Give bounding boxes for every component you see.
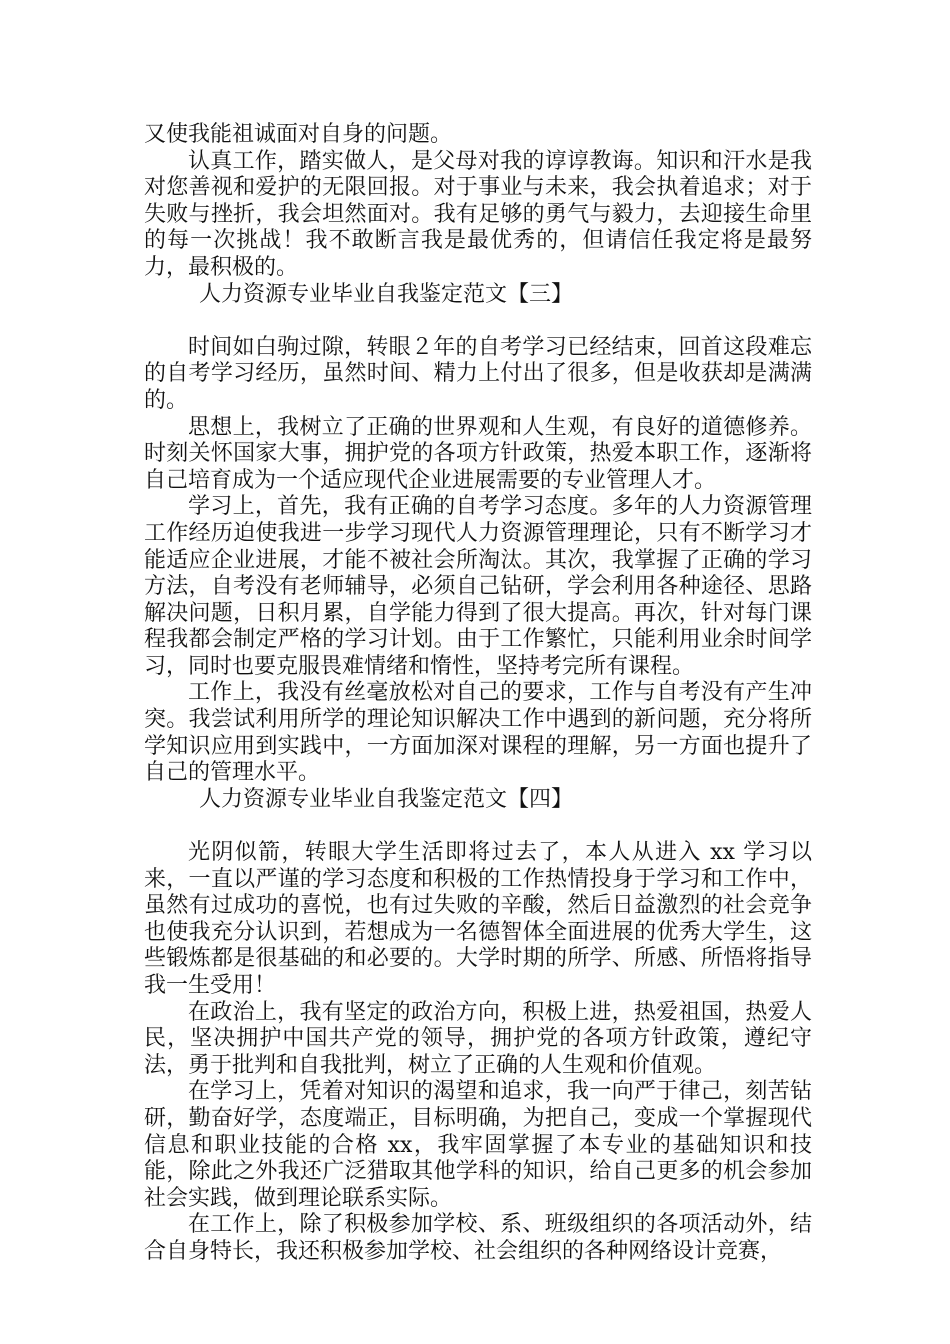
- paragraph: 在政治上，我有坚定的政治方向，积极上进，热爱祖国，热爱人民，坚决拥护中国共产党的领导，拥护党的各项方针政策，遵纪守法，勇于批判和自我批判，树立了正确的人生观和价值观。: [144, 999, 812, 1078]
- paragraph: 工作上，我没有丝毫放松对自己的要求，工作与自考没有产生冲突。我尝试利用所学的理论知识解决工作中遇到的新问题，充分将所学知识应用到实践中，一方面加深对课程的理解，另一方面也提升了自己的管理水平。: [144, 680, 812, 786]
- paragraph: 光阴似箭，转眼大学生活即将过去了，本人从进入 xx 学习以来，一直以严谨的学习态度和积极的工作热情投身于学习和工作中，虽然有过成功的喜悦，也有过失败的辛酸，然后日益激烈的社会竞争也使我充分认识到，若想成为一名德智体全面进展的优秀大学生，这些锻炼都是很基础的和必要的。大学时期的所学、所感、所悟将指导我一生受用！: [144, 840, 812, 998]
- paragraph: 时间如白驹过隙，转眼２年的自考学习已经结束，回首这段难忘的自考学习经历，虽然时间、精力上付出了很多，但是收获却是满满的。: [144, 334, 812, 413]
- document-page: [144, 122, 812, 1266]
- paragraph: 在学习上，凭着对知识的渴望和追求，我一向严于律己，刻苦钻研，勤奋好学，态度端正，目标明确，为把自己，变成一个掌握现代信息和职业技能的合格 xx，我牢固掌握了本专业的基础知识和技能，除此之外我还广泛猎取其他学科的知识，给自己更多的机会参加社会实践，做到理论联系实际。: [144, 1079, 812, 1211]
- paragraph-continuation: 又使我能祖诚面对自身的问题。: [144, 122, 453, 147]
- paragraph: 思想上，我树立了正确的世界观和人生观，有良好的道德修养。时刻关怀国家大事，拥护党的各项方针政策，热爱本职工作，逐渐将自己培育成为一个适应现代企业进展需要的专业管理人才。: [144, 414, 812, 493]
- section-heading-three: 人力资源专业毕业自我鉴定范文【三】: [199, 281, 574, 307]
- section-heading-four: 人力资源专业毕业自我鉴定范文【四】: [199, 786, 574, 812]
- paragraph: 在工作上，除了积极参加学校、系、班级组织的各项活动外，结合自身特长，我还积极参加学校、社会组织的各种网络设计竞赛，: [144, 1212, 812, 1264]
- paragraph: 学习上，首先，我有正确的自考学习态度。多年的人力资源管理工作经历迫使我进一步学习现代人力资源管理理论，只有不断学习才能适应企业进展，才能不被社会所淘汰。其次，我掌握了正确的学习方法，自考没有老师辅导，必须自己钻研，学会利用各种途径、思路解决问题，日积月累，自学能力得到了很大提高。再次，针对每门课程我都会制定严格的学习计划。由于工作繁忙，只能利用业余时间学习，同时也要克服畏难情绪和惰性，坚持考完所有课程。: [144, 494, 812, 679]
- blank-line: [144, 813, 812, 840]
- paragraph: 认真工作，踏实做人，是父母对我的谆谆教诲。知识和汗水是我对您善视和爱护的无限回报。对于事业与未来，我会执着追求；对于失败与挫折，我会坦然面对。我有足够的勇气与毅力，去迎接生命里的每一次挑战！我不敢断言我是最优秀的，但请信任我定将是最努力，最积极的。: [144, 148, 812, 280]
- blank-line: [144, 308, 812, 335]
